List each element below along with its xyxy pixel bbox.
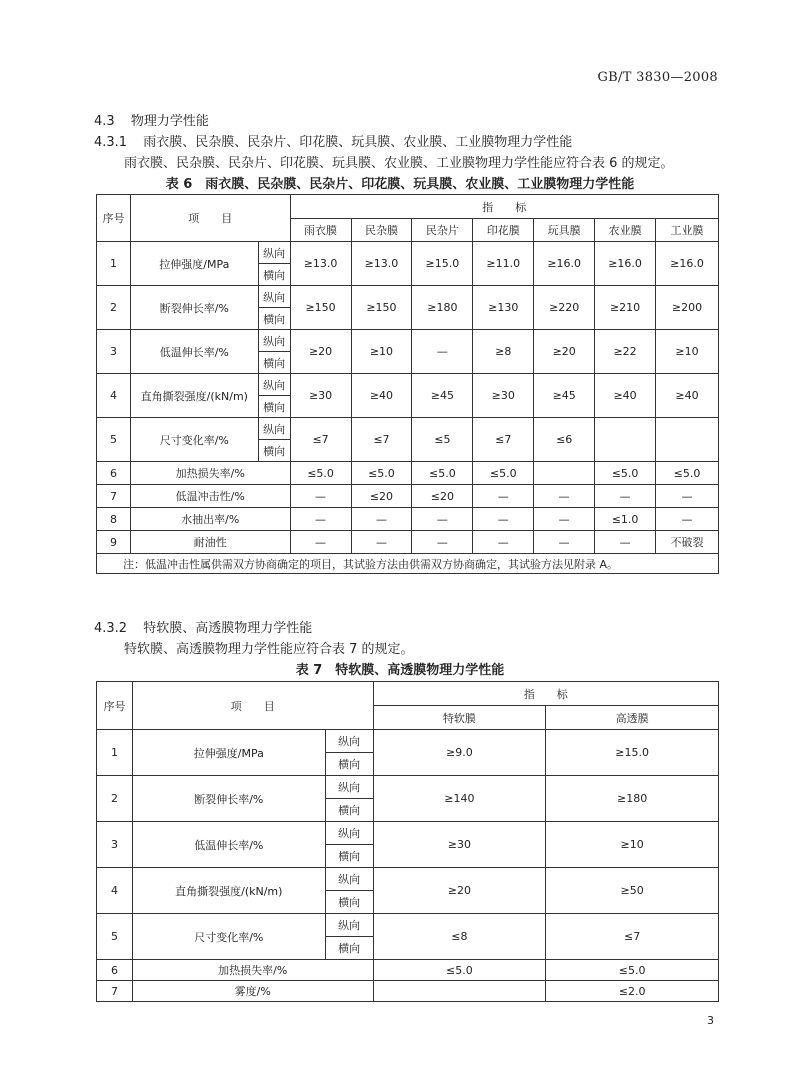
section-number: 4.3 [94, 114, 115, 129]
row-item: 加热损失率/% [132, 960, 373, 981]
row-value: ≥45 [534, 374, 595, 418]
row-value [534, 462, 595, 485]
row-value: ≤5.0 [412, 462, 473, 485]
row-item: 拉伸强度/MPa [132, 730, 325, 776]
table-head-index: 指 标 [373, 682, 718, 706]
row-value: ≤1.0 [595, 508, 656, 531]
row-item: 低温冲击性/% [130, 485, 290, 508]
row-value: ≤5.0 [290, 462, 351, 485]
row-value: ≤7 [351, 418, 412, 462]
row-value: ≥210 [595, 286, 656, 330]
table-row [97, 485, 719, 508]
table-row [97, 418, 719, 440]
row-direction: 纵向 [325, 730, 373, 753]
row-value: ≥8 [473, 330, 534, 374]
column-header: 民杂膜 [351, 219, 412, 242]
table-head-no: 序号 [97, 682, 133, 730]
table-row [97, 462, 719, 485]
row-number: 5 [97, 418, 131, 462]
row-value: ≤5 [412, 418, 473, 462]
row-number: 4 [97, 374, 131, 418]
row-value: — [473, 508, 534, 531]
row-item: 断裂伸长率/% [132, 776, 325, 822]
table-head-no: 序号 [97, 195, 131, 242]
row-value: ≥220 [534, 286, 595, 330]
row-value: ≤5.0 [546, 960, 719, 981]
row-direction: 纵向 [258, 374, 290, 396]
row-direction: 横向 [325, 937, 373, 960]
row-item: 直角撕裂强度/(kN/m) [132, 868, 325, 914]
row-value: ≤2.0 [546, 981, 719, 1002]
row-direction: 纵向 [325, 822, 373, 845]
column-header: 工业膜 [656, 219, 719, 242]
row-value: ≥20 [290, 330, 351, 374]
table-row [97, 242, 719, 264]
section-number: 4.3.1 [94, 135, 128, 150]
section-title: 雨衣膜、民杂膜、民杂片、印花膜、玩具膜、农业膜、工业膜物理力学性能 [143, 135, 573, 150]
row-direction: 横向 [258, 264, 290, 286]
row-number: 1 [97, 242, 131, 286]
table-row [97, 330, 719, 352]
row-item: 尺寸变化率/% [132, 914, 325, 960]
row-value: ≥13.0 [290, 242, 351, 286]
row-value: — [351, 508, 412, 531]
standard-number: GB/T 3830—2008 [597, 70, 718, 85]
page-number: 3 [707, 1014, 714, 1027]
row-direction: 纵向 [325, 868, 373, 891]
row-number: 1 [97, 730, 133, 776]
row-direction: 横向 [258, 440, 290, 462]
row-item: 低温伸长率/% [132, 822, 325, 868]
row-value: ≤6 [534, 418, 595, 462]
row-value: ≥40 [656, 374, 719, 418]
row-value: — [290, 508, 351, 531]
row-value: ≥20 [373, 868, 546, 914]
row-value: ≥20 [534, 330, 595, 374]
section-title: 物理力学性能 [130, 114, 209, 129]
row-value: — [656, 508, 719, 531]
row-value: ≤20 [351, 485, 412, 508]
column-header: 民杂片 [412, 219, 473, 242]
row-value: ≥30 [373, 822, 546, 868]
row-value: ≥16.0 [656, 242, 719, 286]
row-value: ≥15.0 [412, 242, 473, 286]
row-number: 7 [97, 981, 133, 1002]
row-value: ≥140 [373, 776, 546, 822]
row-value: 不破裂 [656, 531, 719, 554]
row-number: 4 [97, 868, 133, 914]
row-number: 7 [97, 485, 131, 508]
row-number: 2 [97, 776, 133, 822]
row-value: ≥30 [473, 374, 534, 418]
row-number: 6 [97, 960, 133, 981]
row-value: ≥16.0 [534, 242, 595, 286]
table-row [97, 868, 719, 891]
row-value: ≤20 [412, 485, 473, 508]
table-head-item: 项 目 [132, 682, 373, 730]
row-value: ≥11.0 [473, 242, 534, 286]
table-row [97, 531, 719, 554]
row-value: ≤5.0 [595, 462, 656, 485]
row-value: — [595, 531, 656, 554]
table-row [97, 286, 719, 308]
row-direction: 横向 [325, 845, 373, 868]
row-item: 尺寸变化率/% [130, 418, 258, 462]
row-value: — [290, 485, 351, 508]
row-value: ≤5.0 [351, 462, 412, 485]
row-direction: 纵向 [258, 418, 290, 440]
table-head-item: 项 目 [130, 195, 290, 242]
row-number: 8 [97, 508, 131, 531]
row-direction: 纵向 [258, 330, 290, 352]
row-value: ≥10 [351, 330, 412, 374]
row-value: ≤7 [290, 418, 351, 462]
table-row [97, 981, 719, 1002]
table-head-index: 指 标 [290, 195, 718, 219]
row-item: 加热损失率/% [130, 462, 290, 485]
row-value: ≥40 [351, 374, 412, 418]
row-item: 低温伸长率/% [130, 330, 258, 374]
section-title: 特软膜、高透膜物理力学性能 [143, 621, 313, 636]
row-value: ≥16.0 [595, 242, 656, 286]
table-7 [96, 681, 719, 1002]
row-value: ≤5.0 [473, 462, 534, 485]
row-direction: 横向 [258, 352, 290, 374]
table-row [97, 776, 719, 799]
row-item: 耐油性 [130, 531, 290, 554]
row-item: 拉伸强度/MPa [130, 242, 258, 286]
column-header: 特软膜 [373, 706, 546, 730]
column-header: 高透膜 [546, 706, 719, 730]
table-6-caption: 表 6 雨衣膜、民杂膜、民杂片、印花膜、玩具膜、农业膜、工业膜物理力学性能 [165, 177, 635, 192]
row-value: ≥22 [595, 330, 656, 374]
row-value: ≥15.0 [546, 730, 719, 776]
row-number: 3 [97, 822, 133, 868]
row-value: ≤7 [546, 914, 719, 960]
row-value: — [412, 330, 473, 374]
row-value: ≥30 [290, 374, 351, 418]
row-value: ≤5.0 [373, 960, 546, 981]
row-value: — [473, 485, 534, 508]
column-header: 玩具膜 [534, 219, 595, 242]
table-row [97, 960, 719, 981]
row-direction: 纵向 [325, 914, 373, 937]
row-number: 2 [97, 286, 131, 330]
row-value: — [534, 531, 595, 554]
section-heading-4-3-1 [94, 131, 572, 150]
table-row [97, 508, 719, 531]
row-value: ≥9.0 [373, 730, 546, 776]
section-heading-4-3 [94, 110, 209, 129]
row-number: 9 [97, 531, 131, 554]
section-number: 4.3.2 [94, 621, 128, 636]
row-direction: 横向 [325, 799, 373, 822]
paragraph-4-3-1: 雨衣膜、民杂膜、民杂片、印花膜、玩具膜、农业膜、工业膜物理力学性能应符合表 6 的规定。 [124, 156, 674, 171]
row-value: ≥50 [546, 868, 719, 914]
row-value: ≥130 [473, 286, 534, 330]
row-value: ≥150 [290, 286, 351, 330]
row-value: ≥10 [546, 822, 719, 868]
row-value: — [656, 485, 719, 508]
row-value: — [351, 531, 412, 554]
table-6-note: 注：低温冲击性属供需双方协商确定的项目，其试验方法由供需双方协商确定，其试验方法见附录 A。 [97, 554, 719, 574]
row-item: 直角撕裂强度/(kN/m) [130, 374, 258, 418]
row-number: 6 [97, 462, 131, 485]
row-direction: 横向 [258, 396, 290, 418]
table-row [97, 730, 719, 753]
row-value: — [473, 531, 534, 554]
table-7-caption: 表 7 特软膜、高透膜物理力学性能 [295, 663, 505, 678]
row-item: 断裂伸长率/% [130, 286, 258, 330]
row-value [373, 981, 546, 1002]
section-heading-4-3-2 [94, 617, 312, 636]
row-value: — [412, 508, 473, 531]
row-value: — [290, 531, 351, 554]
row-value: — [534, 508, 595, 531]
table-row [97, 822, 719, 845]
row-value: ≤7 [473, 418, 534, 462]
row-value: ≥150 [351, 286, 412, 330]
row-number: 3 [97, 330, 131, 374]
row-value [656, 418, 719, 462]
row-value: — [534, 485, 595, 508]
paragraph-4-3-2: 特软膜、高透膜物理力学性能应符合表 7 的规定。 [124, 642, 414, 657]
row-value: ≥200 [656, 286, 719, 330]
row-number: 5 [97, 914, 133, 960]
row-value: — [595, 485, 656, 508]
table-row [97, 914, 719, 937]
row-direction: 纵向 [258, 242, 290, 264]
row-direction: 横向 [258, 308, 290, 330]
row-value: ≥13.0 [351, 242, 412, 286]
row-value: ≥45 [412, 374, 473, 418]
row-value: ≥40 [595, 374, 656, 418]
table-row [97, 374, 719, 396]
row-value: ≥180 [546, 776, 719, 822]
row-item: 水抽出率/% [130, 508, 290, 531]
row-direction: 横向 [325, 891, 373, 914]
row-value: ≤8 [373, 914, 546, 960]
table-6 [96, 194, 719, 574]
row-direction: 纵向 [258, 286, 290, 308]
column-header: 雨衣膜 [290, 219, 351, 242]
row-item: 雾度/% [132, 981, 373, 1002]
row-value: ≥10 [656, 330, 719, 374]
row-value [595, 418, 656, 462]
row-direction: 纵向 [325, 776, 373, 799]
column-header: 印花膜 [473, 219, 534, 242]
column-header: 农业膜 [595, 219, 656, 242]
row-value: ≥180 [412, 286, 473, 330]
row-value: — [412, 531, 473, 554]
row-value: ≤5.0 [656, 462, 719, 485]
row-direction: 横向 [325, 753, 373, 776]
